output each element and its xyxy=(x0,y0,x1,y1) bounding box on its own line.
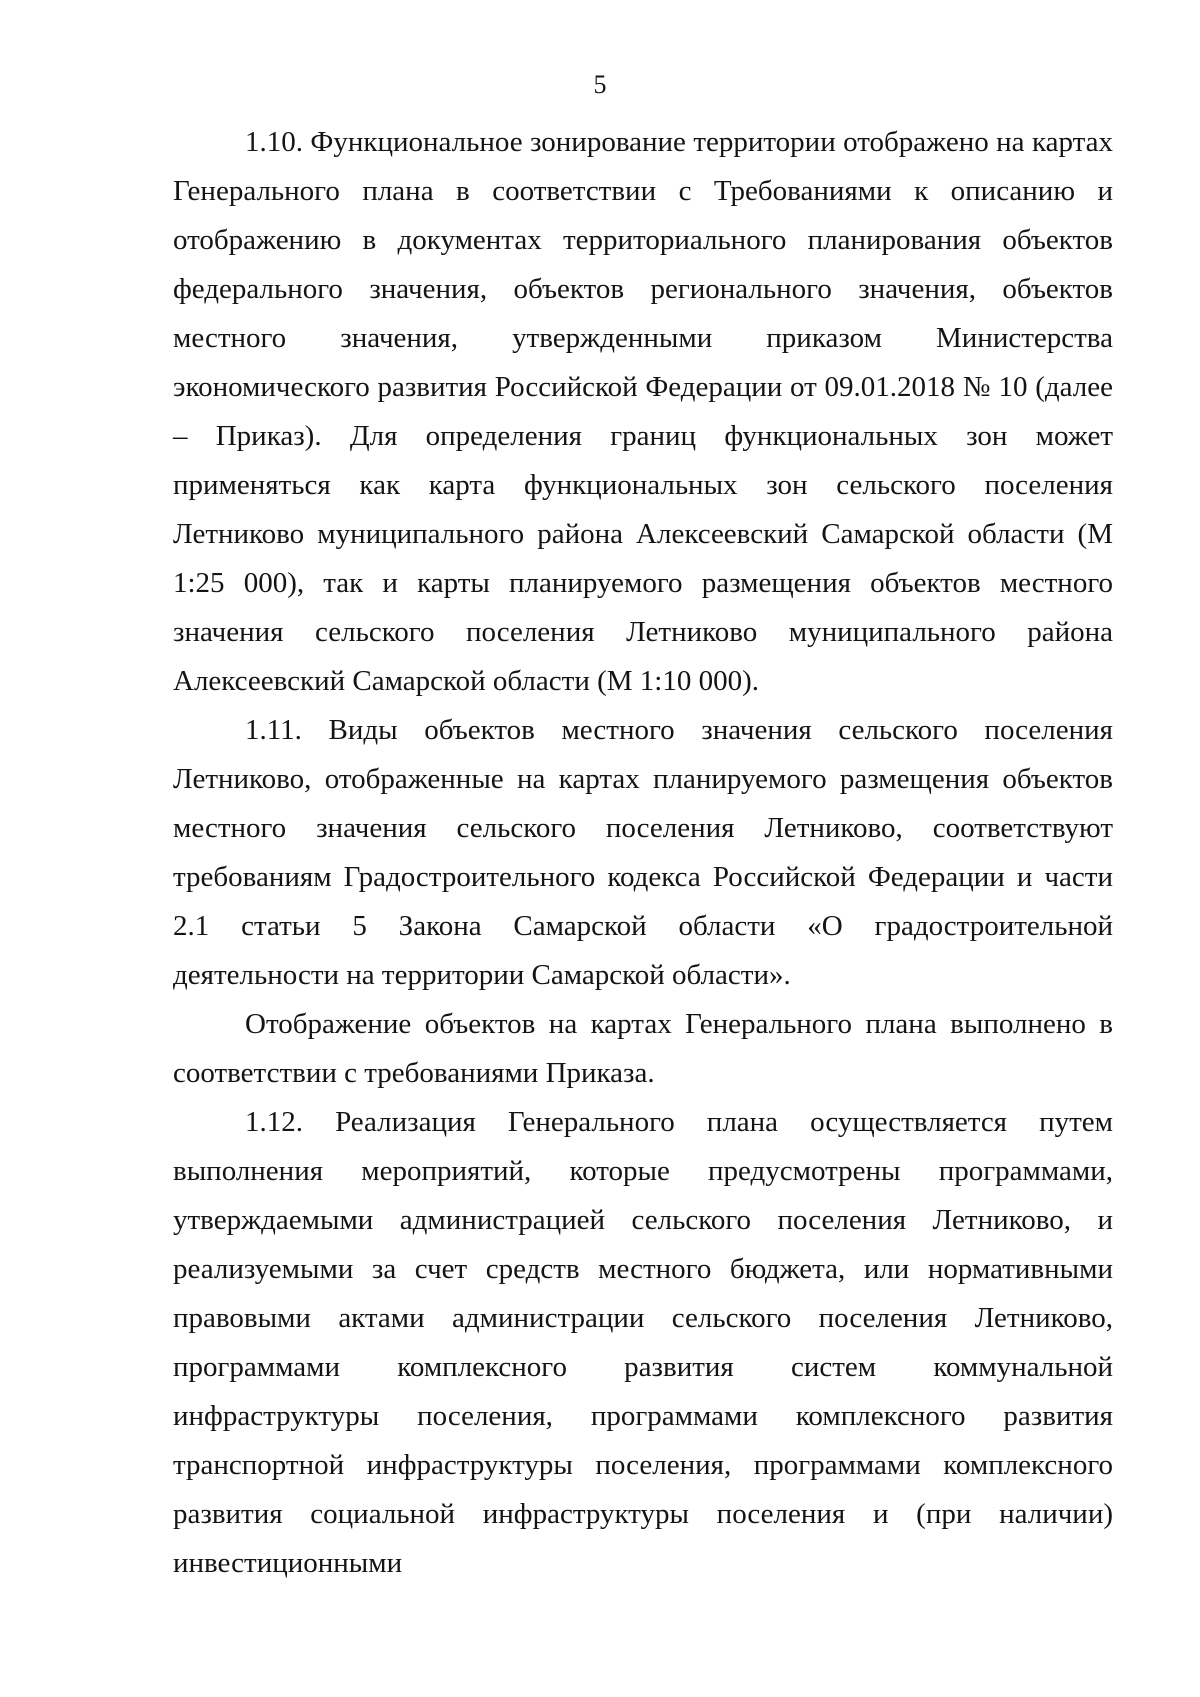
paragraph-text: Функциональное зонирование территории отображено на картах Генерального плана в соответствии с Требованиями к описанию и отображению в документах территориального планирования объектов федерального значения, объектов регионального значения, объектов местного значения, утвержденными приказом Министерства экономического развития Российской Федерации от 09.01.2018 № 10 (далее – Приказ). Для определения границ функциональных зон может применяться как карта функциональных зон сельского поселения Летниково муниципального района Алексеевский Самарской области (М 1:25 000), так и карты планируемого размещения объектов местного значения сельского поселения Летниково муниципального района Алексеевский Самарской области (М 1:10 000). xyxy=(173,126,1113,697)
paragraph-text: Виды объектов местного значения сельского поселения Летниково, отображенные на картах планируемого размещения объектов местного значения сельского поселения Летниково, соответствуют требованиям Градостроительного кодекса Российской Федерации и части 2.1 статьи 5 Закона Самарской области «О градостроительной деятельности на территории Самарской области». xyxy=(173,714,1113,991)
paragraph-1-10 xyxy=(173,118,1113,706)
paragraph-1-12 xyxy=(173,1098,1113,1588)
paragraph-text: Реализация Генерального плана осуществляется путем выполнения мероприятий, которые предусмотрены программами, утверждаемыми администрацией сельского поселения Летниково, и реализуемыми за счет средств местного бюджета, или нормативными правовыми актами администрации сельского поселения Летниково, программами комплексного развития систем коммунальной инфраструктуры поселения, программами комплексного развития транспортной инфраструктуры поселения, программами комплексного развития социальной инфраструктуры поселения и (при наличии) инвестиционными xyxy=(173,1106,1113,1579)
paragraph-display-note xyxy=(173,1000,1113,1098)
page-number: 5 xyxy=(593,70,607,99)
paragraph-1-11 xyxy=(173,706,1113,1000)
document-body xyxy=(173,118,1113,1588)
paragraph-number: 1.10. xyxy=(245,126,303,158)
paragraph-text: Отображение объектов на картах Генерального плана выполнено в соответствии с требованиями Приказа. xyxy=(173,1008,1113,1089)
paragraph-number: 1.12. xyxy=(245,1106,303,1138)
paragraph-number: 1.11. xyxy=(245,714,302,746)
